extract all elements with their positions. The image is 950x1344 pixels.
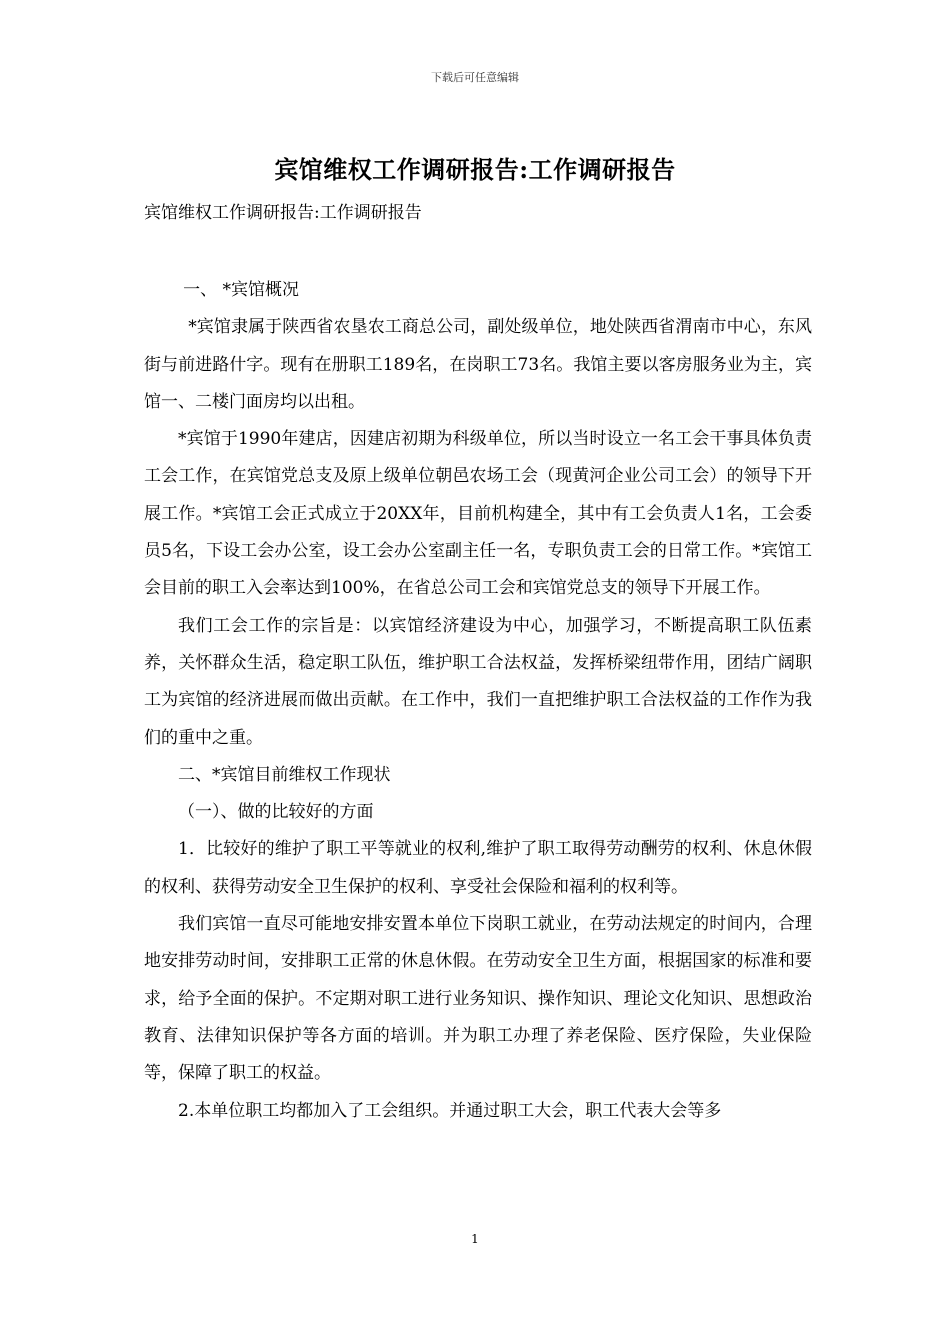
- paragraph-rights-item-1: 1．比较好的维护了职工平等就业的权利,维护了职工取得劳动酬劳的权利、休息休假的权利、获得劳动安全卫生保护的权利、享受社会保险和福利的权利等。: [144, 839, 812, 897]
- subsection-heading-good-aspects: （一）、做的比较好的方面: [178, 802, 374, 823]
- page-number: 1: [471, 1232, 479, 1246]
- document-body: [144, 272, 812, 1130]
- document-title: 宾馆维权工作调研报告:工作调研报告: [274, 155, 676, 184]
- section-heading-overview: 一、 *宾馆概况: [183, 280, 299, 300]
- paragraph-rights-item-2: 2.本单位职工均都加入了工会组织。并通过职工大会，职工代表大会等多: [178, 1100, 722, 1121]
- paragraph-union-purpose: 我们工会工作的宗旨是：以宾馆经济建设为中心，加强学习，不断提高职工队伍素养，关怀群众生活，稳定职工队伍，维护职工合法权益，发挥桥梁纽带作用，团结广阔职工为宾馆的经济进展而做出贡献。在工作中，我们一直把维护职工合法权益的工作作为我们的重中之重。: [144, 615, 812, 748]
- document-subtitle: 宾馆维权工作调研报告:工作调研报告: [144, 203, 422, 223]
- paragraph-hotel-intro: *宾馆隶属于陕西省农垦农工商总公司，副处级单位，地处陕西省渭南市中心，东风街与前进路什字。现有在册职工189名，在岗职工73名。我馆主要以客房服务业为主，宾馆一、二楼门面房均以出租。: [144, 317, 812, 412]
- paragraph-rights-detail: 我们宾馆一直尽可能地安排安置本单位下岗职工就业，在劳动法规定的时间内，合理地安排劳动时间，安排职工正常的休息休假。在劳动安全卫生方面，根据国家的标准和要求，给予全面的保护。不定期对职工进行业务知识、操作知识、理论文化知识、思想政治教育、法律知识保护等各方面的培训。并为职工办理了养老保险、医疗保险，失业保险等，保障了职工的权益。: [144, 914, 812, 1084]
- paragraph-union-history: *宾馆于1990年建店，因建店初期为科级单位，所以当时设立一名工会干事具体负责工会工作，在宾馆党总支及原上级单位朝邑农场工会（现黄河企业公司工会）的领导下开展工作。*宾馆工会正式成立于20XX年，目前机构建全，其中有工会负责人1名，工会委员5名，下设工会办公室，设工会办公室副主任一名，专职负责工会的日常工作。*宾馆工会目前的职工入会率达到100%，在省总公司工会和宾馆党总支的领导下开展工作。: [144, 429, 812, 599]
- section-heading-status: 二、*宾馆目前维权工作现状: [178, 764, 391, 785]
- header-note: 下载后可任意编辑: [431, 71, 519, 84]
